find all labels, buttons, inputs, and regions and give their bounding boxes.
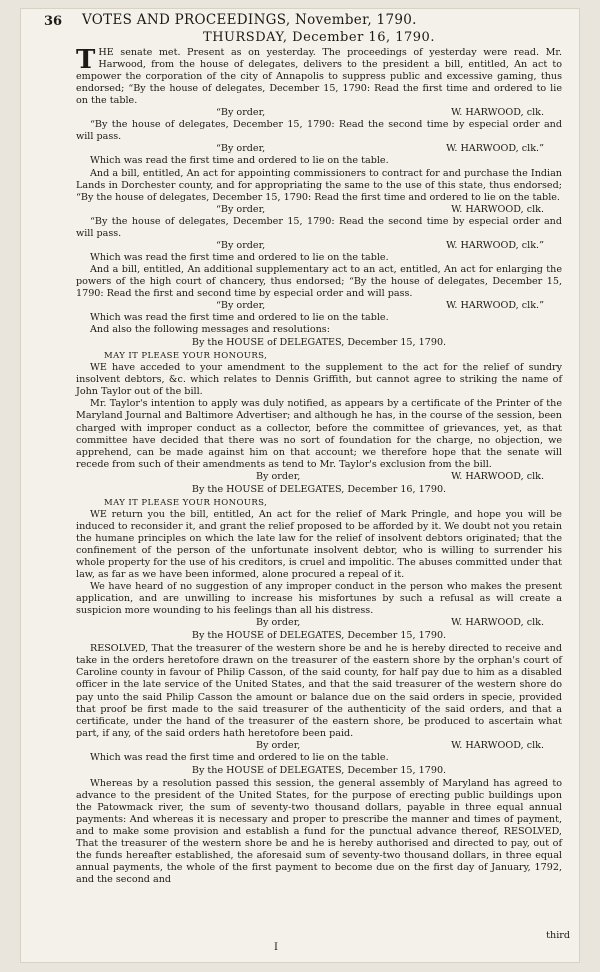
signature-line <box>76 740 562 752</box>
signature-line <box>76 617 562 629</box>
paragraph: Which was read the first time and ordered to lie on the table. <box>90 251 389 263</box>
document-page <box>20 8 580 963</box>
opening-paragraph <box>76 47 562 107</box>
signature-line <box>76 240 562 252</box>
drop-cap: T <box>76 45 96 76</box>
paragraph: And a bill, entitled, An act for appointing commissioners to contract for and purchase the Indian Lands in Dorchester county, and for appropriating the same to the use of this state, thus endorsed; “By the house of delegates, December 15, 1790: Read the first time and ordered to lie on the table. <box>76 167 562 203</box>
day-heading: THURSDAY, December 16, 1790. <box>203 30 435 45</box>
by-order-label: By order, <box>256 739 301 751</box>
paragraph: Mr. Taylor's intention to apply was duly notified, as appears by a certificate of the Printer of the Maryland Journal and Baltimore Advertiser; and although he has, in the course of the session, been charged with improper conduct as a collector, before the committee of grievances, yet, as that committee have decided that there was no sort of foundation for the charge, no objection, we apprehend, can be made against him on that account; we therefore hope that the senate will recede from such of their amendments as tend to Mr. Taylor's exclusion from the bill. <box>76 398 562 470</box>
signature-line <box>76 471 562 483</box>
paragraph: “By the house of delegates, December 15, 1790: Read the second time by especial order and will pass. <box>76 119 562 143</box>
running-head: VOTES AND PROCEEDINGS, November, 1790. <box>82 12 417 28</box>
paragraph: And also the following messages and resolutions: <box>90 324 330 336</box>
paragraph: Whereas by a resolution passed this session, the general assembly of Maryland has agreed to advance to the president of the United States, for the purpose of erecting public buildings upon the Patowmack river, the sum of seventy-two thousand dollars, payable in three equal annual payments: And whereas it is necessary and proper to prescribe the manner and times of payment, and to make some provision and establish a fund for the punctual advance thereof, RESOLVED, That the treasurer of the western shore be and he is hereby authorised and directed to pay, out of the funds hereafter established, the aforesaid sum of seventy-two thousand dollars, in three equal annual payments, the whole of the first payment to become due on the first day of January, 1792, and the second and <box>76 777 562 886</box>
clerk-signature: W. HARWOOD, clk. <box>451 470 544 482</box>
paragraph: We have heard of no suggestion of any improper conduct in the person who makes the present application, and are unwilling to increase his misfortunes by such a refusal as will create a suspicion more wounding to his feelings than all his distress. <box>76 581 562 617</box>
paragraph: Which was read the first time and ordered to lie on the table. <box>90 751 389 763</box>
by-order-label: By order, <box>256 617 301 629</box>
paragraph: And a bill, entitled, An additional supplementary act to an act, entitled, An act for enlarging the powers of the high court of chancery, thus endorsed; “By the house of delegates, December 15, 1790: Read the first and second time by especial order and will pass. <box>76 263 562 299</box>
footer-mark: I <box>274 942 278 953</box>
section-heading: By the HOUSE of DELEGATES, December 15, 1790. <box>191 337 447 349</box>
paragraph: RESOLVED, That the treasurer of the western shore be and he is hereby directed to receive and take in the orders heretofore drawn on the treasurer of the eastern shore by the orphan's court of Caroline county in favour of Philip Casson, of the said county, for half pay due to him as a disabled officer in the late service of the United States, and that the said treasurer of the western shore do pay unto the said Philip Casson the amount or balance due on the said orders in specie, provided that proof be first made to the said treasurer of the authenticity of the said orders, and that a certificate, under the hand of the treasurer of the eastern shore, be produced to ascertain what part, if any, of the said orders hath heretofore been paid. <box>76 643 562 739</box>
by-order-label: “By order, <box>216 300 266 312</box>
clerk-signature: W. HARWOOD, clk. <box>451 617 544 629</box>
salutation: MAY IT PLEASE YOUR HONOURS, <box>104 351 268 362</box>
paragraph: “By the house of delegates, December 15, 1790: Read the second time by especial order and will pass. <box>76 215 562 239</box>
paragraph-text: HE senate met. Present as on yesterday. The proceedings of yesterday were read. Mr. Harwood, from the house of delegates, delivers to the president a bill, entitled, An act to empower the corporation of the city of Annapolis to suppress public and excessive gaming, thus endorsed; “By the house of delegates, December 15, 1790: Read the first time and ordered to lie on the table. <box>76 47 562 107</box>
clerk-signature: W. HARWOOD, clk. <box>451 739 544 751</box>
catchword: third <box>546 930 570 941</box>
clerk-signature: W. HARWOOD, clk.” <box>446 239 544 251</box>
page-header <box>44 10 562 32</box>
section-heading: By the HOUSE of DELEGATES, December 16, 1790. <box>191 483 447 495</box>
paragraph: Which was read the first time and ordered to lie on the table. <box>90 155 389 167</box>
signature-line <box>76 204 562 216</box>
section-heading: By the HOUSE of DELEGATES, December 15, 1790. <box>191 764 447 776</box>
by-order-label: “By order, <box>216 107 266 119</box>
by-order-label: “By order, <box>216 239 266 251</box>
signature-line <box>76 300 562 312</box>
paragraph: WE return you the bill, entitled, An act for the relief of Mark Pringle, and hope you will be induced to reconsider it, and grant the relief proposed to be afforded by it. We doubt not you retain the humane principles on which the late law for the relief of insolvent debtors originated; that the confinement of the person of the unfortunate insolvent debtor, who is willing to surrender his whole property for the use of his creditors, is cruel and impolitic. The abuses committed under that law, as far as we have been informed, alone procured a repeal of it. <box>76 508 562 581</box>
clerk-signature: W. HARWOOD, clk.” <box>446 143 544 155</box>
by-order-label: By order, <box>256 470 301 482</box>
page-number: 36 <box>44 14 63 29</box>
salutation: MAY IT PLEASE YOUR HONOURS, <box>104 497 268 508</box>
clerk-signature: W. HARWOOD, clk.” <box>446 300 544 312</box>
body-text <box>76 47 562 886</box>
section-heading: By the HOUSE of DELEGATES, December 15, 1790. <box>191 630 447 642</box>
clerk-signature: W. HARWOOD, clk. <box>451 203 544 215</box>
signature-line <box>76 107 562 119</box>
by-order-label: “By order, <box>216 203 266 215</box>
clerk-signature: W. HARWOOD, clk. <box>451 107 544 119</box>
signature-line <box>76 143 562 155</box>
by-order-label: “By order, <box>216 143 266 155</box>
page-content <box>44 10 562 886</box>
paragraph: Which was read the first time and ordered to lie on the table. <box>90 312 389 324</box>
paragraph: WE have acceded to your amendment to the supplement to the act for the relief of sundry insolvent debtors, &c. which relates to Dennis Griffith, but cannot agree to striking the name of John Taylor out of the bill. <box>76 362 562 398</box>
